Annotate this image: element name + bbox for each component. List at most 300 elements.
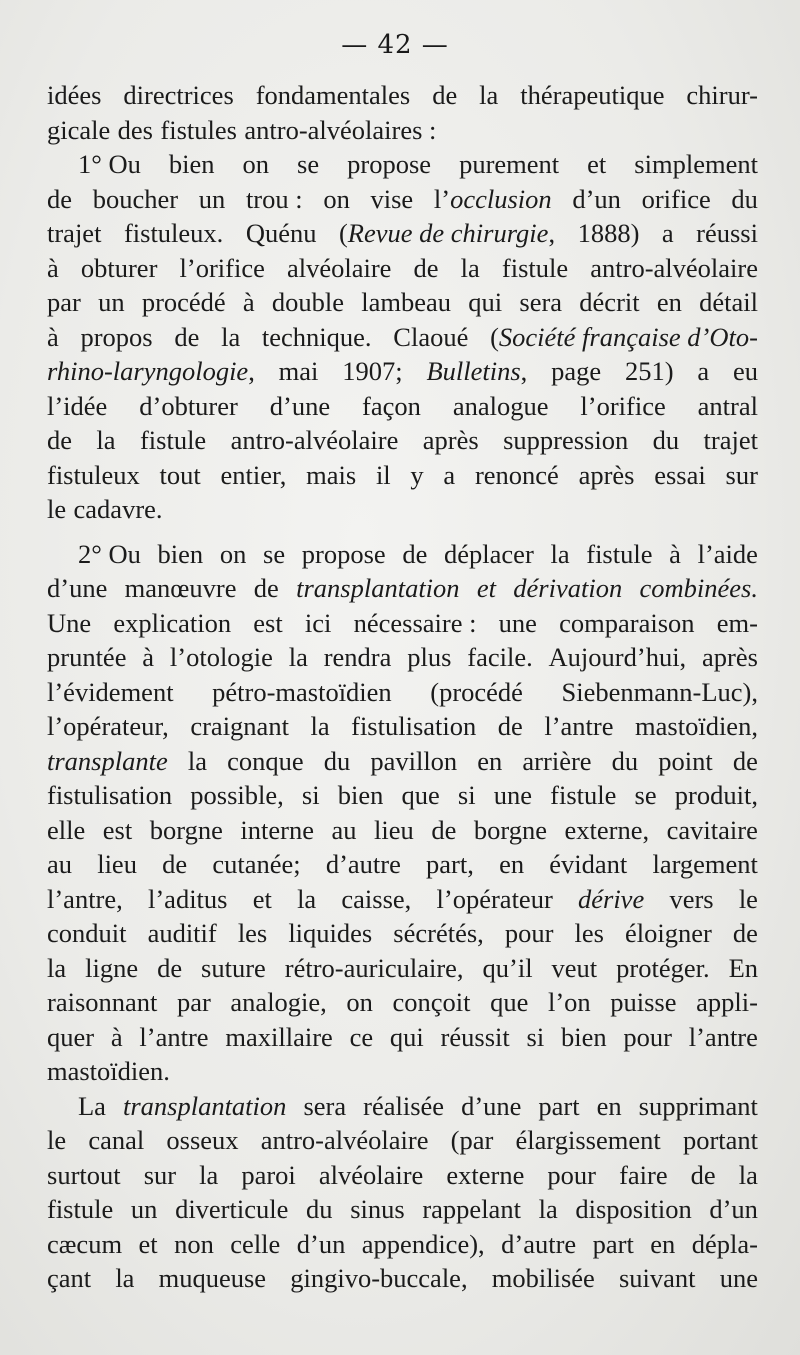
- word: la: [47, 952, 67, 983]
- word: cadavre.: [73, 494, 163, 524]
- word: du: [731, 183, 758, 214]
- word: externe,: [564, 814, 650, 845]
- word: détail: [699, 287, 758, 317]
- word: gicale: [47, 114, 111, 145]
- word: facile.: [467, 642, 533, 672]
- body-text: [47, 78, 758, 1296]
- word: dépla-: [691, 1228, 758, 1259]
- word: décrit: [579, 287, 640, 317]
- text-line: [47, 216, 758, 251]
- word: manœuvre: [124, 573, 237, 603]
- word: antro-alvéolaire: [230, 425, 399, 455]
- word: après: [422, 425, 479, 455]
- word: part,: [426, 849, 474, 879]
- word: un: [130, 1194, 158, 1224]
- word: l’antre: [139, 1021, 209, 1052]
- text-line: [47, 1261, 758, 1296]
- word: réalisée: [363, 1090, 445, 1121]
- word: protéger.: [616, 952, 710, 983]
- word: pruntée: [47, 642, 127, 672]
- word: entier,: [220, 459, 287, 490]
- word: Claoué: [393, 321, 469, 352]
- word: l’on: [547, 987, 591, 1017]
- word: rendra: [323, 642, 392, 672]
- word: de: [402, 538, 428, 569]
- word: conçoit: [392, 987, 471, 1017]
- word: fistule: [139, 425, 207, 455]
- word: de: [432, 80, 458, 110]
- word: on: [242, 149, 270, 179]
- word: en: [499, 849, 525, 879]
- word: que: [401, 780, 440, 810]
- word: la: [199, 1159, 219, 1190]
- word: de: [690, 1159, 716, 1190]
- paragraph: [47, 78, 758, 147]
- word: sur: [143, 1159, 177, 1190]
- text-line: [47, 951, 758, 986]
- word: à: [142, 642, 155, 672]
- word: liquides: [288, 918, 373, 948]
- word: la: [96, 425, 116, 455]
- word: suivant: [618, 1263, 696, 1293]
- word: à: [47, 252, 59, 283]
- word: double: [271, 287, 345, 317]
- word: veut: [551, 952, 598, 983]
- word: comparaison: [559, 607, 695, 638]
- word: obturer: [80, 252, 158, 283]
- word: la: [460, 252, 480, 283]
- text-line: [47, 778, 758, 813]
- word: la: [550, 538, 570, 569]
- paragraph: [47, 537, 758, 1089]
- word: alvéolaire: [318, 1159, 424, 1190]
- word: de: [732, 918, 758, 948]
- word: pétro-mastoïdien: [212, 676, 392, 707]
- word: l’occlusion: [433, 183, 552, 214]
- text-line: [47, 423, 758, 458]
- word: trou :: [245, 183, 303, 214]
- word: a: [443, 459, 456, 490]
- word: bien: [560, 1021, 607, 1052]
- word: caisse,: [341, 883, 412, 914]
- text-line: [47, 675, 758, 710]
- word: em-: [716, 607, 758, 638]
- word: propos: [80, 321, 153, 352]
- word: qu’il: [482, 952, 533, 983]
- word: par: [176, 987, 211, 1017]
- word: supprimant: [638, 1090, 758, 1121]
- word: externe: [446, 1159, 525, 1190]
- word: vise: [370, 183, 414, 214]
- word: osseux: [166, 1125, 239, 1155]
- word: alvéolaire: [286, 252, 392, 283]
- word: d’une: [269, 390, 331, 421]
- word: le: [738, 883, 758, 914]
- word: rappelant: [422, 1194, 521, 1224]
- word: appendice),: [361, 1228, 485, 1259]
- word: cutanée;: [212, 849, 301, 879]
- word: dérivation: [513, 573, 623, 603]
- word: est: [253, 607, 283, 638]
- word: fistule: [47, 1194, 114, 1224]
- word: une: [498, 607, 537, 638]
- word: se: [634, 780, 657, 810]
- text-line: [47, 320, 758, 355]
- word: de: [497, 711, 523, 741]
- word: bien: [168, 149, 215, 179]
- word: un: [198, 183, 226, 214]
- word: la: [115, 1263, 135, 1293]
- word: l’otologie: [169, 642, 273, 672]
- word: faire: [619, 1159, 668, 1190]
- word: d’autre: [325, 849, 401, 879]
- word: boucher: [92, 183, 179, 214]
- word: trajet: [703, 425, 758, 455]
- word: après: [702, 642, 758, 672]
- word: se: [263, 538, 286, 569]
- word: largement: [652, 849, 758, 879]
- word: combinées.: [639, 573, 758, 603]
- word: d’un: [296, 1228, 346, 1259]
- paragraph: [47, 1089, 758, 1296]
- word: raisonnant: [47, 987, 158, 1017]
- word: le: [47, 494, 67, 524]
- text-line: [47, 606, 758, 641]
- text-line: [47, 537, 758, 572]
- word: la: [187, 745, 207, 776]
- word: mobilisée: [491, 1263, 595, 1293]
- word: l’antre: [544, 711, 614, 741]
- word: orifice: [641, 183, 711, 214]
- word: borgne: [149, 814, 223, 845]
- word: si: [457, 780, 476, 810]
- text-line: [47, 1123, 758, 1158]
- text-line: [47, 182, 758, 217]
- word: de: [162, 849, 188, 879]
- word: arrière: [522, 745, 592, 776]
- word: Quénu: [245, 218, 317, 248]
- word: conduit: [47, 918, 127, 948]
- word: rhino-laryngologie,: [47, 356, 255, 386]
- word: de: [157, 952, 183, 983]
- text-line: [47, 1054, 758, 1089]
- word: point: [658, 745, 713, 776]
- word: en: [596, 1090, 622, 1121]
- word: fistule: [586, 538, 653, 569]
- word: d’un: [572, 183, 621, 214]
- text-line: [47, 285, 758, 320]
- text-line: [47, 1020, 758, 1055]
- word: elle: [47, 814, 86, 845]
- text-line: [47, 147, 758, 182]
- word: a: [661, 218, 674, 248]
- word: du: [323, 745, 351, 776]
- word: une: [719, 1263, 758, 1293]
- word: si: [301, 780, 320, 810]
- word: façon: [362, 390, 421, 421]
- word: que: [490, 987, 529, 1017]
- word: la: [221, 321, 241, 352]
- word: fistules: [160, 114, 237, 145]
- word: transplantation: [122, 1090, 287, 1121]
- text-line: [47, 882, 758, 917]
- word: du: [306, 1194, 333, 1224]
- word: trajet: [47, 218, 102, 248]
- word: à: [242, 287, 255, 317]
- text-line: [47, 744, 758, 779]
- word: eu: [732, 356, 758, 386]
- word: la: [538, 1194, 558, 1224]
- word: procédé: [141, 287, 226, 317]
- word: borgne: [473, 814, 547, 845]
- word: antro-alvéolaires :: [244, 114, 437, 145]
- word: Bulletins,: [426, 356, 528, 386]
- word: la: [479, 80, 499, 110]
- word: mai: [278, 356, 319, 386]
- word: produit,: [674, 780, 758, 810]
- word: 1° Ou: [78, 149, 141, 179]
- word: vers: [669, 883, 714, 914]
- word: fistulisation: [47, 780, 173, 810]
- word: l’orifice: [580, 390, 666, 421]
- word: de: [47, 425, 73, 455]
- word: ici: [304, 607, 332, 638]
- word: en: [477, 745, 503, 776]
- word: essai: [654, 459, 706, 490]
- word: et: [252, 883, 272, 914]
- word: 2° Ou: [78, 538, 141, 569]
- word: l’opérateur,: [47, 711, 169, 741]
- word: l’idée: [47, 390, 108, 421]
- word: lieu: [97, 849, 137, 879]
- word: réussit: [440, 1021, 510, 1052]
- word: de: [732, 745, 758, 776]
- word: canal: [88, 1125, 145, 1155]
- word: muqueuse: [158, 1263, 267, 1293]
- word: a: [697, 356, 710, 386]
- word: thérapeutique: [520, 80, 665, 110]
- word: cavitaire: [666, 814, 758, 845]
- word: gingivo-buccale,: [290, 1263, 468, 1293]
- word: l’antre: [688, 1021, 758, 1052]
- word: tout: [159, 459, 201, 490]
- word: fondamentales: [255, 80, 411, 110]
- word: à: [110, 1021, 123, 1052]
- word: un: [98, 287, 125, 317]
- text-line: [47, 492, 758, 527]
- word: propose: [347, 149, 432, 179]
- word: celle: [230, 1228, 281, 1259]
- word: appli-: [696, 987, 758, 1017]
- word: pavillon: [370, 745, 458, 776]
- word: il: [375, 459, 391, 490]
- word: lambeau: [361, 287, 452, 317]
- word: ligne: [85, 952, 139, 983]
- page-number: — 42 —: [341, 30, 449, 60]
- text-line: [47, 1158, 758, 1193]
- word: une: [493, 780, 533, 810]
- word: disposition: [575, 1194, 692, 1224]
- word: analogue: [452, 390, 549, 421]
- word: de: [174, 321, 200, 352]
- word: portant: [682, 1125, 758, 1155]
- word: suture: [201, 952, 266, 983]
- word: si: [526, 1021, 545, 1052]
- word: mais: [306, 459, 357, 490]
- word: plus: [407, 642, 452, 672]
- text-line: [47, 458, 758, 493]
- word: fistulisation: [351, 711, 477, 741]
- word: l’orifice: [179, 252, 265, 283]
- word: sur: [725, 459, 758, 490]
- word: les: [574, 918, 604, 948]
- word: 1907;: [342, 356, 403, 386]
- word: d’obturer: [139, 390, 238, 421]
- word: et: [476, 573, 496, 603]
- word: d’autre: [501, 1228, 577, 1259]
- word: l’aide: [697, 538, 758, 569]
- word: (Revue de chirurgie,: [338, 218, 556, 248]
- word: et: [138, 1228, 158, 1259]
- word: page: [551, 356, 602, 386]
- word: mastoïdien,: [635, 711, 758, 741]
- word: idées: [47, 80, 102, 110]
- word: l’évidement: [47, 676, 174, 707]
- word: et: [587, 149, 607, 179]
- word: pour: [547, 1159, 596, 1190]
- word: en: [656, 287, 682, 317]
- word: dérive: [578, 883, 645, 914]
- word: sera: [303, 1090, 347, 1121]
- word: on: [219, 538, 247, 569]
- word: La: [78, 1090, 106, 1121]
- word: transplantation: [296, 573, 460, 603]
- word: mastoïdien.: [47, 1056, 170, 1086]
- word: fistule: [550, 780, 617, 810]
- word: conque: [227, 745, 304, 776]
- text-line: [47, 709, 758, 744]
- word: sécrétés,: [393, 918, 484, 948]
- word: à: [47, 321, 59, 352]
- word: y: [410, 459, 424, 490]
- word: bien: [157, 538, 204, 569]
- word: de: [413, 252, 439, 283]
- word: possible,: [190, 780, 284, 810]
- word: par: [47, 287, 81, 317]
- word: (par: [450, 1125, 494, 1155]
- word: çant: [47, 1263, 92, 1293]
- word: on: [323, 183, 350, 214]
- paragraph-gap: [47, 527, 758, 537]
- word: réussi: [696, 218, 758, 248]
- word: élargissement: [515, 1125, 661, 1155]
- text-line: [47, 78, 758, 113]
- word: pour: [504, 918, 554, 948]
- word: se: [297, 149, 320, 179]
- word: à: [669, 538, 681, 569]
- word: 251): [624, 356, 674, 386]
- text-line: [47, 389, 758, 424]
- word: des: [117, 114, 153, 145]
- word: paroi: [241, 1159, 296, 1190]
- word: antral: [697, 390, 758, 421]
- word: au: [47, 849, 73, 879]
- word: diverticule: [175, 1194, 289, 1224]
- word: Aujourd’hui,: [548, 642, 687, 672]
- word: (Société française d’Oto-: [490, 321, 758, 352]
- word: cæcum: [47, 1228, 123, 1259]
- word: directrices: [123, 80, 234, 110]
- word: d’un: [709, 1194, 758, 1224]
- word: lieu: [374, 814, 414, 845]
- word: après: [578, 459, 635, 490]
- word: de: [253, 573, 279, 603]
- word: en: [650, 1228, 676, 1259]
- word: quer: [47, 1021, 95, 1052]
- word: chirur-: [686, 80, 758, 110]
- word: au: [331, 814, 357, 845]
- text-line: [47, 251, 758, 286]
- word: on: [346, 987, 373, 1017]
- paragraph: [47, 147, 758, 527]
- word: antro-alvéolaire: [590, 252, 758, 283]
- text-line: [47, 113, 758, 148]
- word: fistuleux.: [123, 218, 224, 248]
- word: qui: [468, 287, 503, 317]
- word: renoncé: [474, 459, 559, 490]
- word: propose: [301, 538, 386, 569]
- word: technique.: [261, 321, 372, 352]
- word: la: [738, 1159, 758, 1190]
- word: (procédé: [430, 676, 523, 707]
- word: éloigner: [625, 918, 712, 948]
- word: nécessaire :: [353, 607, 477, 638]
- word: puisse: [610, 987, 677, 1017]
- word: sera: [519, 287, 563, 317]
- word: la: [297, 883, 317, 914]
- word: pour: [623, 1021, 672, 1052]
- word: de: [47, 183, 73, 214]
- text-line: [47, 813, 758, 848]
- word: la: [288, 642, 308, 672]
- text-line: [47, 1192, 758, 1227]
- word: purement: [459, 149, 560, 179]
- word: simplement: [634, 149, 758, 179]
- text-line: [47, 571, 758, 606]
- text-line: [47, 354, 758, 389]
- text-line: [47, 847, 758, 882]
- text-line: [47, 1089, 758, 1124]
- word: du: [611, 745, 639, 776]
- word: fistule: [501, 252, 569, 283]
- word: bien: [337, 780, 384, 810]
- word: de: [431, 814, 457, 845]
- word: auditif: [147, 918, 217, 948]
- word: déplacer: [444, 538, 534, 569]
- text-line: [47, 985, 758, 1020]
- word: craignant: [190, 711, 289, 741]
- word: d’une: [47, 573, 108, 603]
- word: part: [538, 1090, 580, 1121]
- word: l’aditus: [148, 883, 228, 914]
- word: antro-alvéolaire: [260, 1125, 429, 1155]
- word: interne: [240, 814, 314, 845]
- word: sinus: [350, 1194, 405, 1224]
- word: l’opérateur: [436, 883, 553, 914]
- word: 1888): [577, 218, 640, 248]
- word: l’antre,: [47, 883, 123, 914]
- word: fistuleux: [47, 459, 140, 490]
